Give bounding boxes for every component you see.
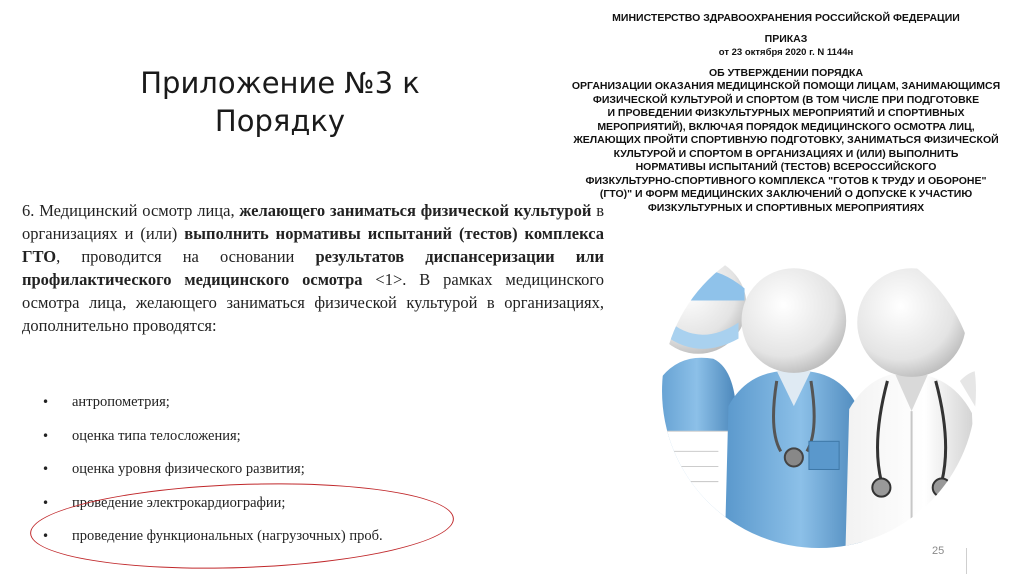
order-date: от 23 октября 2020 г. N 1144н xyxy=(718,47,854,58)
order-title-line: НОРМАТИВЫ ИСПЫТАНИЙ (ТЕСТОВ) ВСЕРОССИЙСКОГО xyxy=(635,161,937,173)
paragraph-bold: результатов диспансеризации или профилактического медицинского осмотра xyxy=(22,247,604,289)
order-title-line: ОРГАНИЗАЦИИ ОКАЗАНИЯ МЕДИЦИНСКОЙ ПОМОЩИ ЛИЦАМ, ЗАНИМАЮЩИМСЯ xyxy=(571,80,1001,92)
list-item-text: оценка уровня физического развития; xyxy=(72,461,305,477)
list-item xyxy=(42,423,482,457)
bullet-icon: • xyxy=(42,529,50,543)
doctor-scrubs-figure xyxy=(724,268,863,552)
order-title-line: ФИЗКУЛЬТУРНЫХ И СПОРТИВНЫХ МЕРОПРИЯТИЯХ xyxy=(647,201,925,214)
order-word: ПРИКАЗ xyxy=(764,32,808,45)
list-item-text: оценка типа телосложения; xyxy=(72,427,241,444)
bullet-icon: • xyxy=(42,495,50,510)
list-item-text: антропометрия; xyxy=(72,394,170,410)
bullet-icon: • xyxy=(42,395,50,409)
paragraph-bold: выполнить нормативы испытаний (тестов) комплекса ГТО xyxy=(22,224,604,266)
order-title-line: КУЛЬТУРОЙ И СПОРТОМ В ОРГАНИЗАЦИЯХ И (ИЛИ) ВЫПОЛНИТЬ xyxy=(613,147,959,160)
slide-title-line2: Порядку xyxy=(214,104,346,138)
order-title-line: МЕРОПРИЯТИЙ), ВКЛЮЧАЯ ПОРЯДОК МЕДИЦИНСКОГО ОСМОТРА ЛИЦ, xyxy=(597,120,975,133)
medical-staff-illustration xyxy=(658,230,980,552)
list-item-text: проведение электрокардиографии; xyxy=(72,494,286,511)
order-document-header xyxy=(562,12,1010,215)
slide-title xyxy=(90,64,470,140)
order-title-line: ФИЗИЧЕСКОЙ КУЛЬТУРОЙ И СПОРТОМ (В ТОМ ЧИСЛЕ ПРИ ПОДГОТОВКЕ xyxy=(592,93,980,106)
list-item xyxy=(42,389,482,423)
paragraph-bold: желающего заниматься физической культурой xyxy=(239,201,592,220)
doctor-coat-figure xyxy=(845,268,980,552)
paragraph-text: , проводится на основании xyxy=(56,247,316,266)
divider xyxy=(966,548,967,574)
ministry-name: МИНИСТЕРСТВО ЗДРАВООХРАНЕНИЯ РОССИЙСКОЙ ФЕДЕРАЦИИ xyxy=(612,12,960,24)
main-paragraph xyxy=(22,199,604,337)
order-title-line: (ГТО)" И ФОРМ МЕДИЦИНСКИХ ЗАКЛЮЧЕНИЙ О ДОПУСКЕ К УЧАСТИЮ xyxy=(599,188,973,200)
order-title-line: ФИЗКУЛЬТУРНО-СПОРТИВНОГО КОМПЛЕКСА "ГОТОВ К ТРУДУ И ОБОРОНЕ" xyxy=(585,174,987,187)
slide-title-line1: Приложение №3 к xyxy=(140,66,420,100)
bullet-icon: • xyxy=(42,462,50,476)
order-title-line: ЖЕЛАЮЩИХ ПРОЙТИ СПОРТИВНУЮ ПОДГОТОВКУ, ЗАНИМАТЬСЯ ФИЗИЧЕСКОЙ xyxy=(573,134,999,146)
order-title-line: И ПРОВЕДЕНИИ ФИЗКУЛЬТУРНЫХ МЕРОПРИЯТИЙ И СПОРТИВНЫХ xyxy=(607,107,965,119)
paragraph-text: в организациях и (или) xyxy=(22,201,604,243)
list-item-text: проведение функциональных (нагрузочных) проб. xyxy=(72,528,383,544)
paragraph-text: 6. Медицинский осмотр лица, xyxy=(22,201,240,220)
page-number: 25 xyxy=(932,545,945,557)
paragraph-text: <1>. В рамках медицинского осмотра лица, желающего заниматься физической культурой в организациях, дополнительно проводятся: xyxy=(22,270,604,335)
bullet-icon: • xyxy=(42,428,50,443)
order-title-line: ОБ УТВЕРЖДЕНИИ ПОРЯДКА xyxy=(708,66,864,79)
